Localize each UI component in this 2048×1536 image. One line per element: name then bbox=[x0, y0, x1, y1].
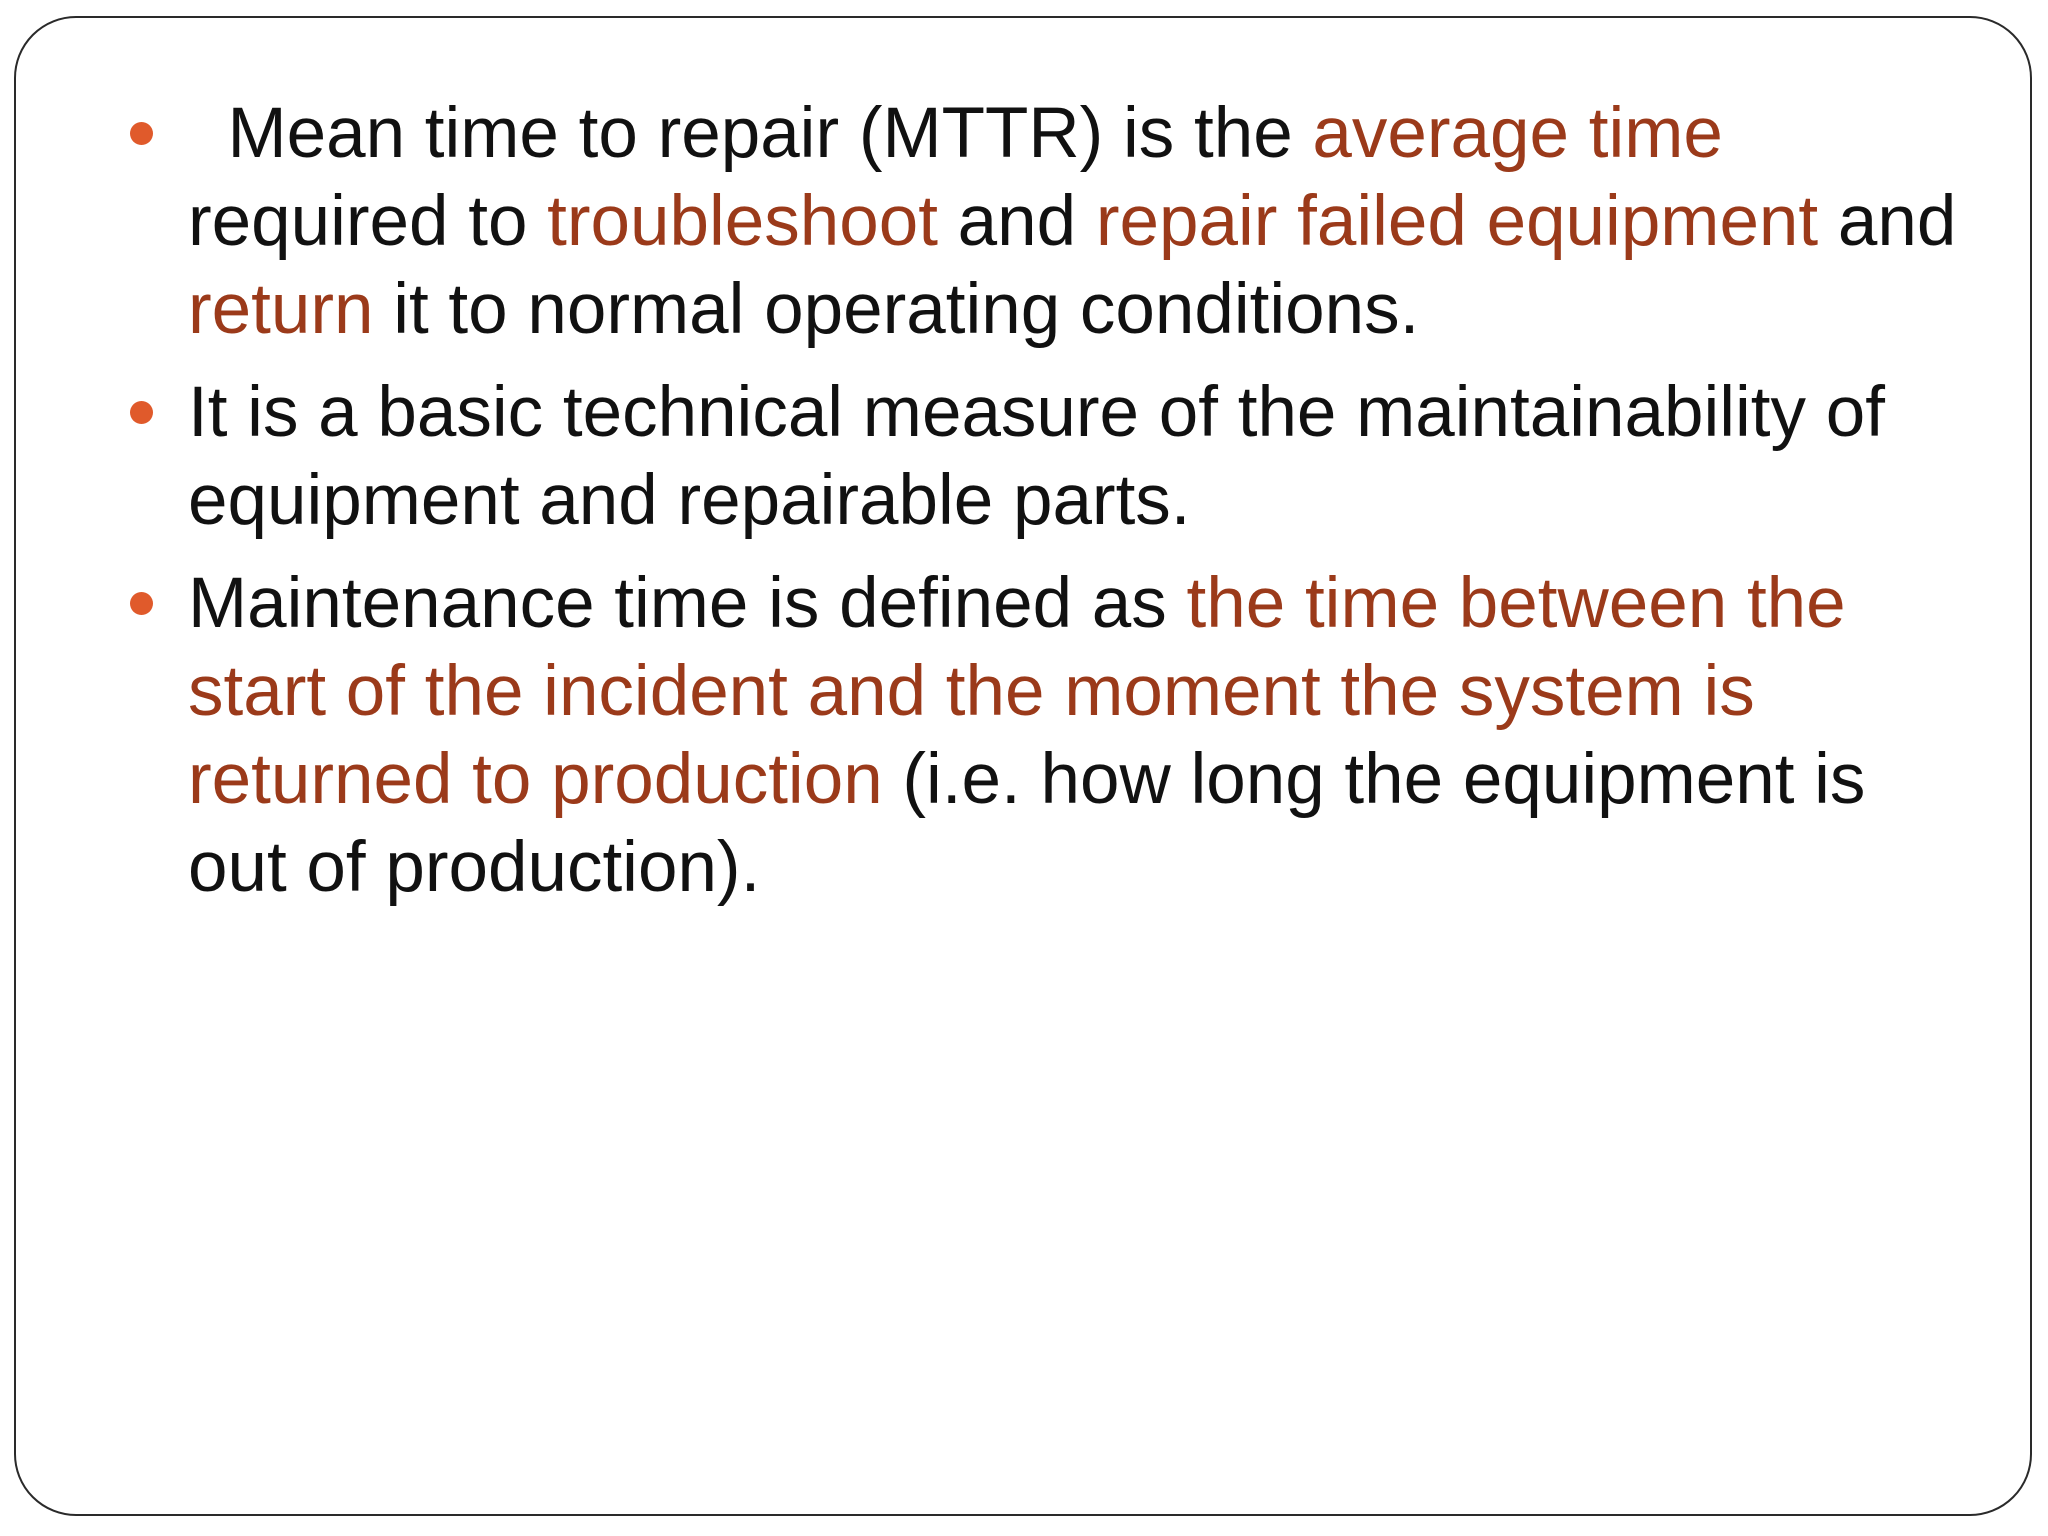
bullet-dot-icon bbox=[130, 401, 153, 424]
text-segment: required to bbox=[188, 182, 548, 261]
text-segment: (i.e. how long the equipment is out of production). bbox=[188, 740, 1866, 907]
bullet-text: It is a basic technical measure of the maintainability of equipment and repairable parts. bbox=[188, 373, 1885, 540]
highlighted-segment: troubleshoot bbox=[547, 182, 938, 261]
text-segment: and bbox=[1818, 182, 1957, 261]
text-segment: it to normal operating conditions. bbox=[373, 270, 1420, 349]
bullet-item-maintenance-time bbox=[130, 560, 1960, 912]
highlighted-segment: average time bbox=[1312, 94, 1723, 173]
bullet-dot-icon bbox=[130, 592, 153, 615]
bullet-dot-icon bbox=[130, 122, 153, 145]
highlighted-segment: return bbox=[188, 270, 374, 349]
text-segment: and bbox=[937, 182, 1096, 261]
bullet-list bbox=[130, 90, 1960, 927]
highlighted-segment: repair failed equipment bbox=[1095, 182, 1819, 261]
bullet-item-maintainability-measure bbox=[130, 369, 1960, 545]
bullet-text bbox=[188, 564, 1865, 907]
text-segment: Maintenance time is defined as bbox=[188, 564, 1187, 643]
bullet-item-mttr-definition bbox=[130, 90, 1960, 354]
text-segment: Mean time to repair (MTTR) is the bbox=[188, 94, 1313, 173]
bullet-text bbox=[188, 94, 1956, 349]
highlighted-segment: the time between the start of the incident and the moment the system is returned to production bbox=[188, 564, 1846, 819]
